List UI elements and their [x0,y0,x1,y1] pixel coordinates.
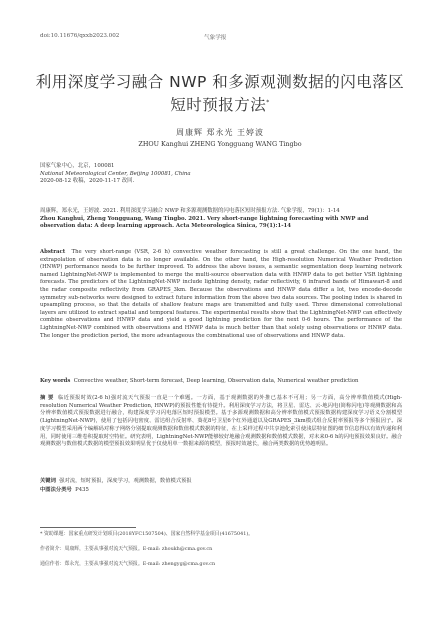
citation-cn: 周康辉，郑永光，王婷波. 2021. 利用深度学习融合 NWP 和多源观测数据的闪电落区短时预报方法. 气象学报，79(1)：1-14 [40,208,340,214]
title-footnote-mark: * [266,99,270,106]
received-dates: 2020-08-12 收稿，2020-11-17 改回. [40,178,135,185]
keywords-text: Convective weather, Short-term forecast, Deep learning, Observation data, Numerical weather prediction [73,378,359,384]
footnote-contact: 通信作者：郑永光，主要从事强对流天气预报。E-mail: zhengyg@cma.gov.cn [40,561,216,567]
journal-name: 气象学报 [204,35,227,41]
keywords-cn-label: 关键词 [40,478,56,484]
abstract-label: Abstract [40,249,66,255]
paper-title-line-2: 短时预报方法* [170,96,270,115]
paper-title-line-1: 利用深度学习融合 NWP 和多源观测数据的闪电落区 [35,73,405,91]
footnote-author: 作者简介：周康辉，主要从事强对流天气预报。E-mail: zhoukh@cma.gov.cn [40,546,213,552]
abstract-en [40,249,402,340]
affiliation [40,163,340,186]
abstract-cn-text: 临近预报时效(2-6 h)强对流天气预报一直是一个难题。一方面，基于观测数据的外推已基本不可用；另一方面，高分辨率数值模式(High-resolution Numerical Weather Prediction, HNWP)的预报性能有待提升。利用深度学习方法，将卫星、雷达、云-地闪电(简称闪电)等观测数据和高分辨率数值模式预报数据进行融合，构建深度学习闪电落区短时预报模型。基于多源观测数据和高分辨率数值模式预报数据构建深度学习语义分割模型(LightningNet-NWP)，使用了包括闪电密度、雷达组合反射率、葵花8号卫星6个红外通道以及GRAPES_3km模式组合反射率预报等多个预报因子。深度学习模型采用两个编解码对称子网络分别提取观测数据和数值模式数据的特征，在上采样过程中共享池化索引使浅层特征图的细节信息得以有效传递和利用，同时使用三维卷积提取时空特征。研究表明，LightningNet-NWP能够较好地融合观测数据和数值模式数据，对未来0-6 h的闪电预报效果良好。融合观测数据与数值模式数据的模型预报效果明显优于仅使用单一数据来源的模型，预报时效越长，融合两类数据的优势越明显。 [40,395,402,448]
keywords-label: Key words [40,378,71,384]
authors-english: ZHOU Kanghui ZHENG Yongguang WANG Tingbo [138,140,302,148]
footnote-divider [40,527,136,528]
citation-block [40,208,402,231]
affiliation-en: National Meteorological Center, Beijing 100081, China [40,170,191,177]
doi: doi:10.11676/qxxb2023.002 [40,33,120,39]
abstract-cn [40,395,402,449]
abstract-cn-label: 摘 要 [40,395,54,401]
classification [40,487,402,495]
footnote-fund: * 资助课题：国家重点研发计划项目(2018YFC1507504)、国家自然科学基金项目(41675041)。 [40,531,254,537]
citation-en: Zhou Kanghui, Zheng Yongguang, Wang Tingbo. 2021. Very short-range lightning forecasting with NWP and observation data: A deep learning approach. Acta Meteorologica Sinica, 79(1):1-14 [40,215,369,230]
authors-chinese: 周康辉 郑永光 王婷波 [175,128,265,137]
abstract-text: The very short-range (VSR, 2-6 h) convective weather forecasting is still a great challenge. On the one hand, the extrapolation of observation data is no longer available. On the other hand, the High-resolution Numerical Weather Prediction (HNWP) performance needs to be further improved. To address the above issues, a semantic segmentation deep learning network named LightningNet-NWP is implemented to merge the multi-source observation data with HNWP data to get better VSR lightning forecasts. The predictors of the LightningNet-NWP include lightning density, radar reflectivity, 6 infrared bands of Himawari-8 and the radar composite reflectivity from GRAPES_3km. Because the observations and HNWP data differ a lot, two encode-decode symmetry sub-networks were designed to extract future information from the above two data sources. The pooling index is shared in upsampling process, so that the details of shallow feature maps are transmitted and fully used. Three dimensional convolutional layers are utilized to extract spatial and temporal features. The experimental results show that the LightningNet-NWP can effectively combine observations and HNWP data and yield a good lightning prediction for the next 0-6 hours. The performance of the LightningNet-NWP combined with observations and HNWP data is much better than that solely using observations or HNWP data. The longer the prediction period, the more advantageous the combinational use of observations and HNWP data. [40,249,402,339]
keywords-en [40,378,402,386]
affiliation-cn: 国家气象中心，北京，100081 [40,163,115,169]
classification-label: 中图法分类号 [40,487,72,493]
keywords-cn-text: 强对流，短时预报，深度学习，观测数据，数值模式预报 [59,478,192,484]
classification-value: P435 [75,487,89,493]
keywords-cn [40,478,402,486]
